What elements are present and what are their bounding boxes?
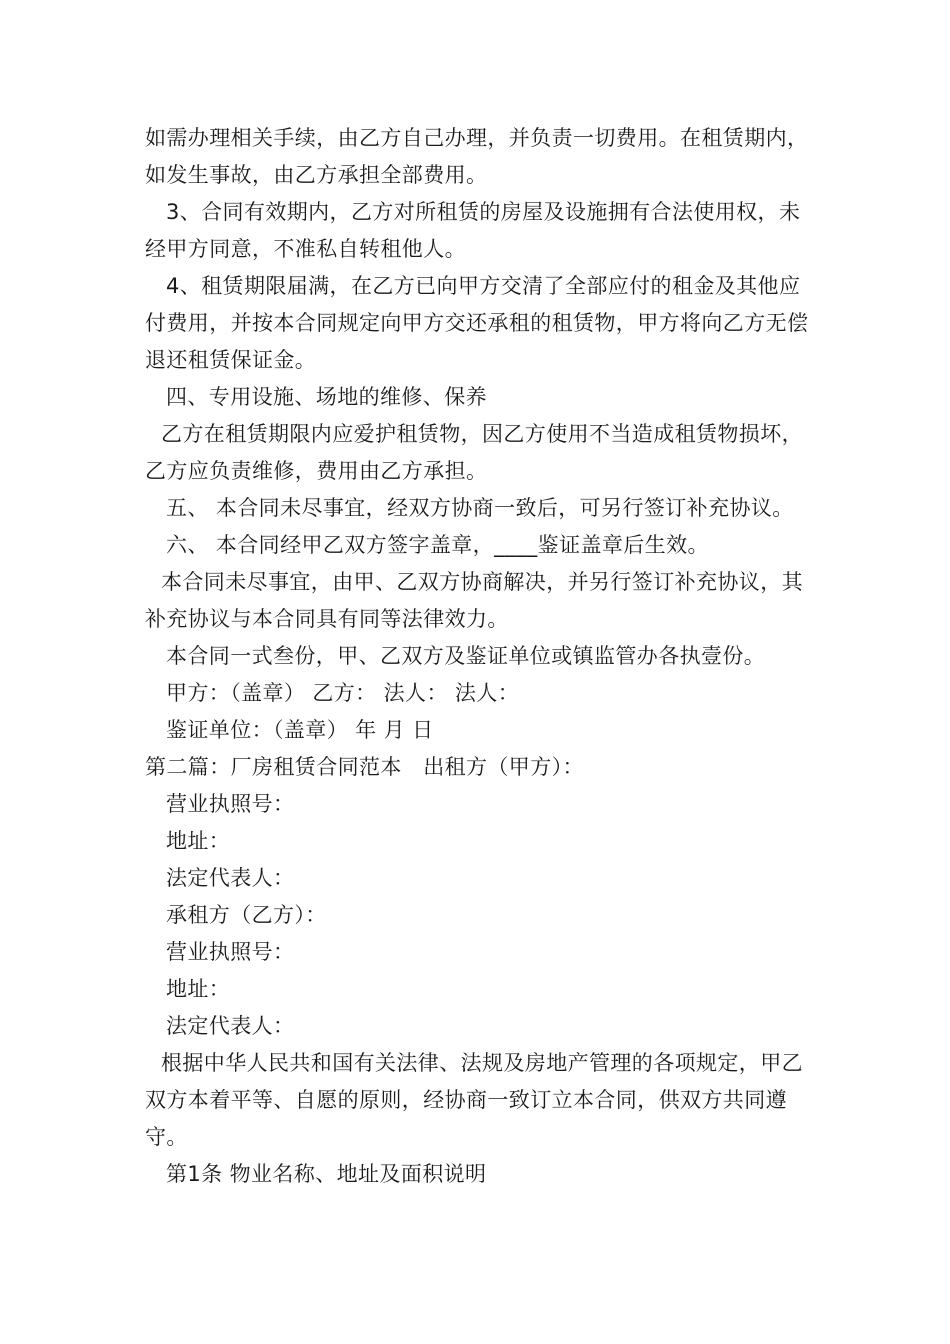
section-5: 五、 本合同未尽事宜，经双方协商一致后，可另行签订补充协议。 xyxy=(166,496,794,520)
lessor-address-field: 地址： xyxy=(166,829,231,853)
lessee-representative-field: 法定代表人： xyxy=(166,1014,295,1038)
lessee-license-field: 营业执照号： xyxy=(166,940,295,964)
copies-clause: 本合同一式叁份，甲、乙双方及鉴证单位或镇监管办各执壹份。 xyxy=(166,644,766,668)
supplementary-clause: 本合同未尽事宜，由甲、乙双方协商解决，并另行签订补充协议，其补充协议与本合同具有同等法律效力。 xyxy=(145,570,803,631)
document-body xyxy=(145,120,815,1193)
clause-3: 3、合同有效期内，乙方对所租赁的房屋及设施拥有合法使用权，未经甲方同意，不准私自转租他人。 xyxy=(145,200,801,261)
section-6: 六、 本合同经甲乙双方签字盖章，____鉴证盖章后生效。 xyxy=(166,533,709,557)
preamble: 根据中华人民共和国有关法律、法规及房地产管理的各项规定，甲乙双方本着平等、自愿的原则，经协商一致订立本合同，供双方共同遵守。 xyxy=(145,1051,803,1149)
article-1-heading: 第1条 物业名称、地址及面积说明 xyxy=(166,1162,487,1186)
section-4-heading: 四、专用设施、场地的维修、保养 xyxy=(166,385,487,409)
lessee-address-field: 地址： xyxy=(166,977,231,1001)
lessor-license-field: 营业执照号： xyxy=(166,792,295,816)
lessor-representative-field: 法定代表人： xyxy=(166,866,295,890)
clause-4: 4、租赁期限届满，在乙方已向甲方交清了全部应付的租金及其他应付费用，并按本合同规定向甲方交还承租的租赁物，甲方将向乙方无偿退还租赁保证金。 xyxy=(145,274,809,372)
lessee-heading: 承租方（乙方）： xyxy=(166,903,327,927)
section-4-body: 乙方在租赁期限内应爱护租赁物，因乙方使用不当造成租赁物损坏，乙方应负责维修，费用由乙方承担。 xyxy=(145,422,803,483)
chapter-2-title: 第二篇：厂房租赁合同范本 出租方（甲方）： xyxy=(145,755,584,779)
certification-line: 鉴证单位：（盖章） 年 月 日 xyxy=(166,718,434,742)
signature-line: 甲方：（盖章） 乙方： 法人： 法人： xyxy=(166,681,520,705)
paragraph-continuation: 如需办理相关手续，由乙方自己办理，并负责一切费用。在租赁期内，如发生事故，由乙方承担全部费用。 xyxy=(145,126,809,187)
